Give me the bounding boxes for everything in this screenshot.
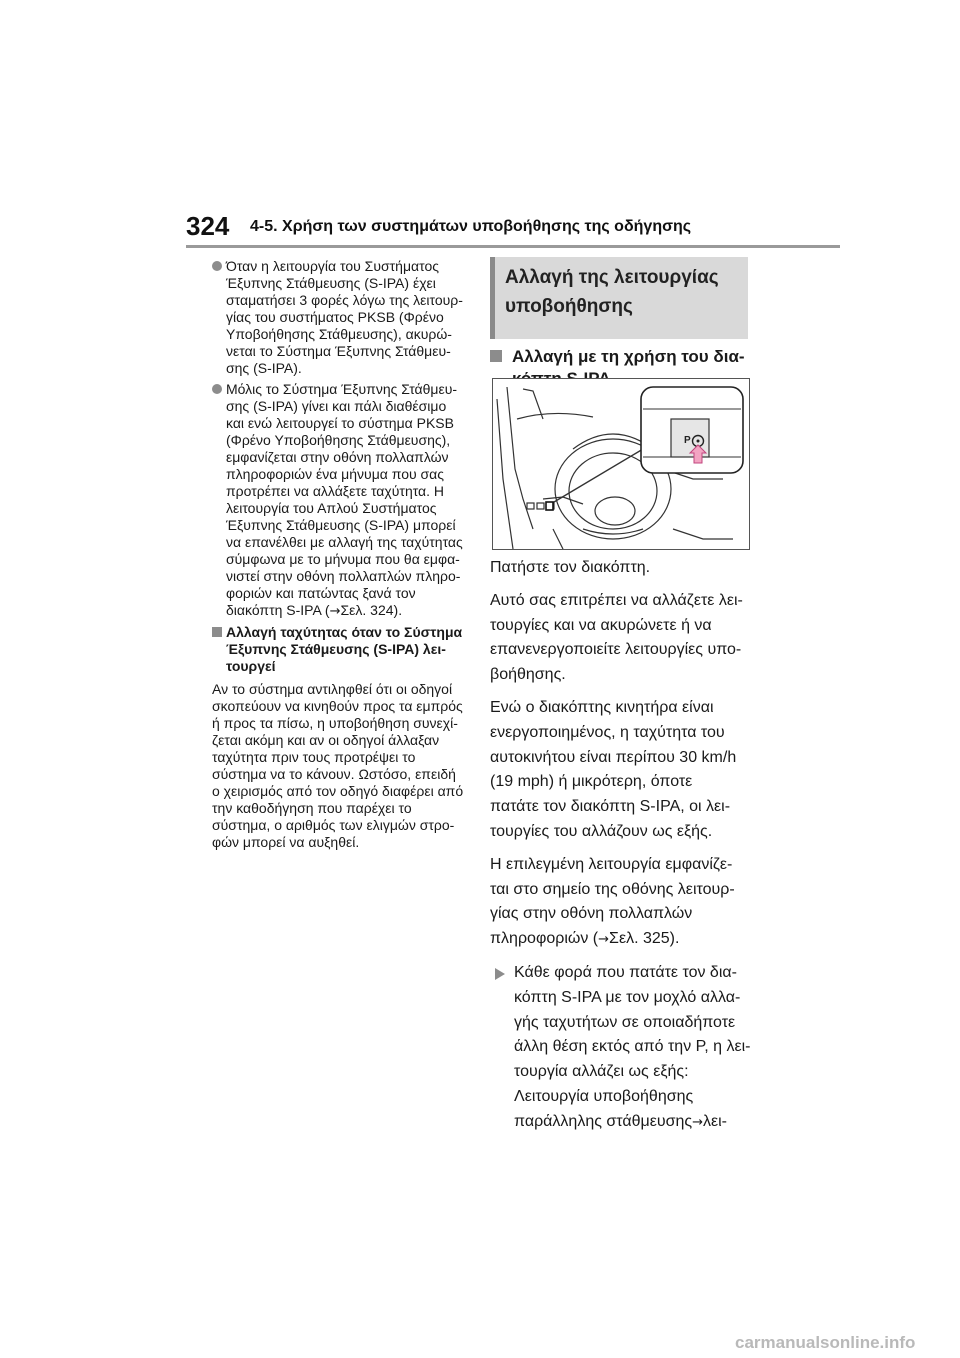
text-line: (Φρένο Υποβοήθησης Στάθμευσης), [226,432,451,448]
text-line: και ενώ λειτουργεί το σύστημα PKSB [226,415,454,431]
text-line: Υποβοήθησης Στάθμευσης), ακυρώ- [226,326,452,342]
bullet-dot-icon [212,384,222,394]
text-line: Αν το σύστημα αντιληφθεί ότι οι οδηγοί [212,681,453,697]
text-line: πατάτε τον διακόπτη S-IPA, οι λει- [490,798,731,816]
body-paragraph [490,696,760,845]
text-line: τουργεί [226,658,276,674]
text-line: Έξυπνης Στάθμευσης (S-IPA) έχει [226,275,436,291]
text-line: Πατήστε τον διακόπτη. [490,559,651,576]
bullet-item [212,258,474,377]
text-line: σύστημα, ο αριθμός των ελιγμών στρο- [212,817,455,833]
text-line: σκοπεύουν να κινηθούν προς τα εμπρός [212,698,463,714]
text-line: τουργία αλλάζει ως εξής: [514,1063,689,1081]
text-line: προτρέπει να αλλάξετε ταχύτητα. Η [226,483,445,499]
page-number: 324 [186,211,230,241]
right-body [490,556,760,1136]
text-line: Αυτό σας επιτρέπει να αλλάζετε λει- [490,591,743,609]
text-line: ή προς τα πίσω, η υποβοήθηση συνεχί- [212,715,458,731]
text-line: Έξυπνης Στάθμευσης (S-IPA) λει- [226,641,446,657]
page-reference [490,927,760,953]
text-line: άλλη θέση εκτός από την P, η λει- [514,1038,751,1056]
ref-text: Σελ. 324). [340,602,403,618]
text-line [514,1110,760,1136]
text-line: βοήθησης. [490,666,566,684]
text-line: σης (S-IPA) γίνει και πάλι διαθέσιμο [226,398,447,414]
text-line: νιστεί στην οθόνη πολλαπλών πληρο- [226,568,461,584]
text-line: εμφανίζεται στην οθόνη πολλαπλών [226,449,449,465]
triangle-bullet-icon [495,968,505,980]
body-paragraph [490,556,760,581]
text-line: φών μπορεί να αυξηθεί. [212,834,360,850]
text-line: αυτοκινήτου είναι περίπου 30 km/h [490,748,737,766]
text-line: ενεργοποιημένος, η ταχύτητα του [490,723,725,741]
ref-text: λει- [702,1112,727,1130]
text-line: (19 mph) ή μικρότερη, όποτε [490,773,693,791]
text-line: ο χειρισμός από τον οδηγό διαφέρει από [212,783,464,799]
dashboard-drawing [493,379,749,549]
left-column [212,258,474,851]
text-line: πληροφοριών ένα μήνυμα που σας [226,466,445,482]
text-line: Όταν η λειτουργία του Συστήματος [226,258,439,274]
text-line: κόπτη S-IPA με τον μοχλό αλλα- [514,988,741,1006]
square-bullet-icon [490,350,502,362]
text-line: Η επιλεγμένη λειτουργία εμφανίζε- [490,855,733,873]
text-line: φοριών και πατώντας ξανά τον [226,585,416,601]
subsection-heading [212,624,474,675]
text-line: γίας του συστήματος PKSB (Φρένο [226,309,444,325]
text-line: σύστημα να το κάνουν. Ωστόσο, επειδή [212,766,456,782]
text-line: Κάθε φορά που πατάτε τον δια- [514,963,737,981]
ref-text: παράλληλης στάθμευσης [514,1112,693,1130]
section-title-line: Αλλαγή της λειτουργίας [505,267,719,288]
arrow-list-item [490,961,760,1136]
body-paragraph [212,681,474,851]
text-line: Αλλαγή ταχύτητας όταν το Σύστημα [226,624,463,640]
text-line: ταχύτητα πριν τους προτρέψει το [212,749,416,765]
arrow-right-icon: → [329,604,341,619]
ref-text: Σελ. 325). [609,930,680,948]
text-line: Έξυπνης Στάθμευσης (S-IPA) μπορεί [226,517,456,533]
text-line: τουργίες του αλλάζουν ως εξής. [490,822,713,840]
section-title-box [490,257,748,339]
arrow-right-icon: → [598,932,610,948]
text-line: Αλλαγή με τη χρήση του δια- [512,347,745,366]
text-line: Λειτουργία υποβοήθησης [514,1087,694,1105]
text-line: ται στο σημείο της οθόνης λειτουρ- [490,880,735,898]
body-paragraph [490,589,760,688]
text-line: να επανέλθει με αλλαγή της ταχύτητας [226,534,463,550]
ref-text: πληροφοριών ( [490,930,599,948]
text-line: νεται το Σύστημα Έξυπνης Στάθμευ- [226,343,451,359]
header-rule [186,245,840,248]
text-line: Μόλις το Σύστημα Έξυπνης Στάθμευ- [226,381,458,397]
text-line: λειτουργία του Απλού Συστήματος [226,500,437,516]
button-letter: P [684,435,691,446]
text-line: ζεται ακόμη και αν οι οδηγοί άλλαξαν [212,732,440,748]
text-line: Ενώ ο διακόπτης κινητήρα είναι [490,698,714,716]
chapter-title: 4-5. Χρήση των συστημάτων υποβοήθησης της οδήγησης [250,218,692,235]
text-line: τουργίες και να ακυρώνετε ή να [490,616,712,634]
text-line: την καθοδήγηση που παρέχει το [212,800,412,816]
square-bullet-icon [212,627,222,637]
bullet-dot-icon [212,261,222,271]
page-reference [226,602,474,620]
section-title-line: υποβοήθησης [505,296,633,317]
text-line: σης (S-IPA). [226,360,302,376]
dashboard-illustration [492,378,750,550]
watermark: carmanualsonline.info [735,1333,916,1352]
arrow-right-icon: → [692,1114,703,1130]
ref-text: διακόπτη S-IPA ( [226,602,330,618]
text-line: σταματήσει 3 φορές λόγω της λειτουρ- [226,292,463,308]
text-line: σύμφωνα με το μήνυμα που θα εμφα- [226,551,460,567]
body-paragraph [490,853,760,953]
text-line: γίας στην οθόνη πολλαπλών [490,905,693,923]
text-line: επανενεργοποιείτε λειτουργίες υπο- [490,641,742,659]
text-line: γής ταχυτήτων σε οποιαδήποτε [514,1013,736,1031]
bullet-item [212,381,474,620]
